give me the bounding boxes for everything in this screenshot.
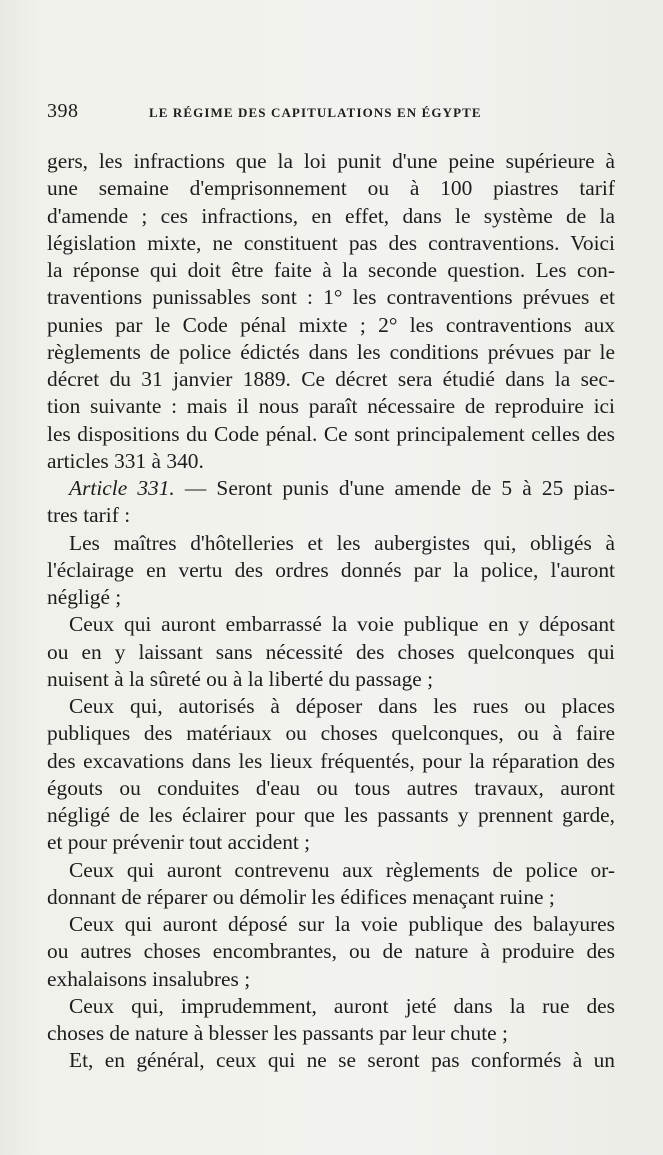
text-line: et pour prévenir tout accident ; <box>47 830 311 855</box>
text-line: ou autres choses encombrantes, ou de nature à produire des <box>47 939 615 964</box>
page-header <box>47 100 617 124</box>
text-line: Les maîtres d'hôtelleries et les aubergistes qui, obligés à <box>69 530 615 555</box>
article-heading-line <box>47 475 615 502</box>
text-line: punies par le Code pénal mixte ; 2° les contraventions aux <box>47 312 615 337</box>
text-line: Ceux qui auront contrevenu aux règlements de police or- <box>69 857 615 882</box>
text-line: articles 331 à 340. <box>47 448 204 473</box>
text-line: exhalaisons insalubres ; <box>47 966 251 991</box>
text-line: choses de nature à blesser les passants par leur chute ; <box>47 1021 508 1045</box>
running-title: LE RÉGIME DES CAPITULATIONS EN ÉGYPTE <box>149 105 482 120</box>
text-line: d'amende ; ces infractions, en effet, dans le système de la <box>47 203 615 228</box>
article-label: Article 331. <box>69 476 175 500</box>
text-line: l'éclairage en vertu des ordres donnés par la police, l'auront <box>47 557 615 582</box>
text-line: législation mixte, ne constituent pas des contraventions. Voici <box>47 230 615 255</box>
body-text <box>47 148 615 1075</box>
text-line: la réponse qui doit être faite à la seconde question. Les con- <box>47 258 615 282</box>
text-line: égouts ou conduites d'eau ou tous autres travaux, auront <box>47 775 615 800</box>
text-line: décret du 31 janvier 1889. Ce décret sera étudié dans la sec- <box>47 367 615 391</box>
page-number: 398 <box>47 100 79 122</box>
text-line: règlements de police édictés dans les conditions prévues par le <box>47 339 615 364</box>
text-line: Et, en général, ceux qui ne se seront pas conformés à un <box>69 1048 615 1073</box>
text-line: ou en y laissant sans nécessité des choses quelconques qui <box>47 639 615 664</box>
text-line: tres tarif : <box>47 503 131 528</box>
text-line: Ceux qui, autorisés à déposer dans les rues ou places <box>69 694 615 718</box>
text-line: Ceux qui, imprudemment, auront jeté dans la rue des <box>69 993 615 1018</box>
text-line: les dispositions du Code pénal. Ce sont principalement celles des <box>47 421 615 446</box>
text-line: négligé ; <box>47 585 122 609</box>
text-line: traventions punissables sont : 1° les contraventions prévues et <box>47 285 615 310</box>
text-line: publiques des matériaux ou choses quelconques, ou à faire <box>47 721 615 746</box>
text-line: Ceux qui auront embarrassé la voie publique en y déposant <box>69 612 615 637</box>
text-line: négligé de les éclairer pour que les passants y prennent garde, <box>47 803 615 827</box>
article-line-text: — Seront punis d'une amende de 5 à 25 pias- <box>174 476 615 500</box>
text-line: des excavations dans les lieux fréquentés, pour la réparation des <box>47 748 615 773</box>
text-line: une semaine d'emprisonnement ou à 100 piastres tarif <box>47 176 615 201</box>
text-line: gers, les infractions que la loi punit d'une peine supérieure à <box>47 149 615 173</box>
text-line: Ceux qui auront déposé sur la voie publique des balayures <box>69 912 615 936</box>
text-line: tion suivante : mais il nous paraît nécessaire de reproduire ici <box>47 394 615 419</box>
text-line: donnant de réparer ou démolir les édifices menaçant ruine ; <box>47 884 555 909</box>
text-line: nuisent à la sûreté ou à la liberté du passage ; <box>47 666 434 691</box>
